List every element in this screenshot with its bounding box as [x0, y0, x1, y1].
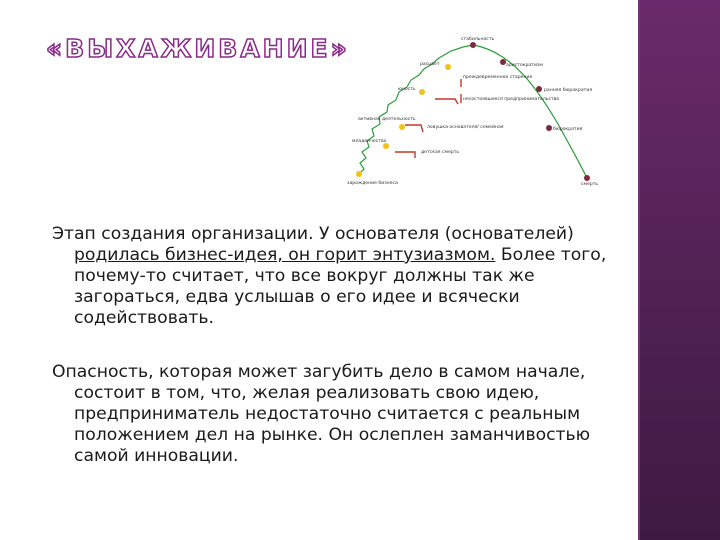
label-founder-trap: ловушка основателя/ семейная: [427, 125, 504, 130]
page-title: «ВЫХАЖИВАНИЕ»: [46, 34, 350, 63]
paragraph-intro-emphasis: родилась бизнес-идея, он горит энтузиазмом.: [74, 245, 496, 265]
label-stable: стабильность: [461, 37, 495, 42]
label-go-go: активная деятельность: [358, 117, 416, 122]
node-death: [584, 175, 590, 181]
sidebar-band: [640, 0, 720, 540]
node-youth: [419, 89, 425, 95]
paragraph-intro-rest: Более того, почему-то считает, что все вокруг должны так же загораться, едва услышав о его идее и всячески содействовать.: [74, 245, 607, 328]
paragraph-danger: Опасность, которая может загубить дело в самом начале, состоит в том, что, желая реализовать свою идею, предприниматель недостаточно считается с реальным положением дел на рынке. Он ослеплен заманчивостью самой инновации.: [52, 362, 591, 466]
paragraph-intro: [52, 224, 644, 329]
label-nursing: младенчество: [352, 139, 387, 144]
node-early-bureaucracy: [536, 86, 542, 92]
node-prime: [445, 64, 451, 70]
lifecycle-curve: [359, 45, 587, 178]
label-death: смерть: [581, 182, 599, 187]
label-unrealized: несостоявшееся предпринимательство: [463, 97, 560, 102]
label-premature-aging: преждевременное старение: [463, 75, 533, 80]
label-birth: зарождение бизнеса: [347, 181, 398, 186]
node-stable: [470, 42, 476, 48]
label-youth: юность: [398, 87, 416, 92]
label-early-bureaucracy: ранняя бюрократия: [544, 88, 593, 93]
node-birth: [356, 171, 362, 177]
label-infant-death: детская смерть: [421, 150, 460, 155]
node-bureaucracy: [546, 125, 552, 131]
label-prime: расцвет: [420, 62, 440, 67]
lifecycle-diagram: [343, 32, 605, 192]
paragraph-intro-text: Этап создания организации. У основателя (основателей): [52, 224, 574, 244]
label-aristocracy: аристократизм: [506, 63, 543, 68]
node-go-go: [399, 124, 405, 130]
label-bureaucracy: бюрократия: [553, 127, 583, 132]
